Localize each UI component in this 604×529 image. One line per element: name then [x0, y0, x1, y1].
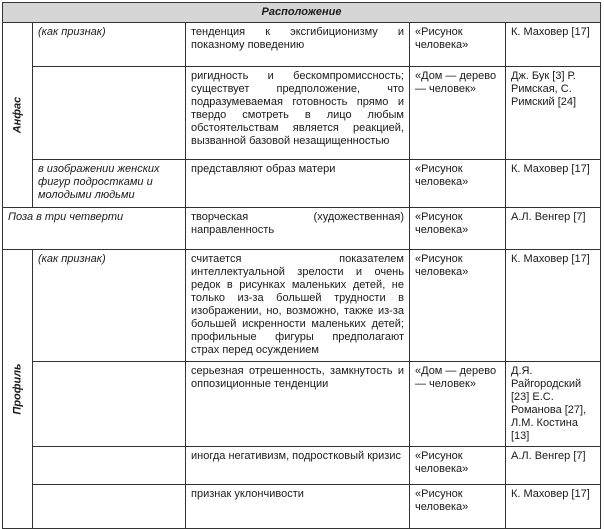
condition-cell: в изображении женских фигур подростками и молодыми людьми — [33, 160, 186, 208]
group-cell-anfas — [3, 23, 33, 208]
table-row — [3, 160, 601, 208]
group-label-anfas: Анфас — [11, 96, 23, 134]
condition-cell — [33, 67, 186, 160]
header-row — [3, 3, 601, 23]
table-row — [3, 23, 601, 67]
test-cell: «Рисунок человека» — [410, 160, 506, 208]
author-cell: А.Л. Венгер [7] — [506, 447, 601, 485]
description-cell: ригидность и бескомпромиссность; существует предположение, что подразумеваемая готовность прямо и твердо смотреть в лицо любым обстоятельствам является реакцией, вызванной базовой незащищенностью — [186, 67, 410, 160]
table-header: Расположение — [3, 3, 601, 23]
author-cell: А.Л. Венгер [7] — [506, 208, 601, 250]
position-table — [2, 2, 601, 529]
test-cell: «Дом — дерево — человек» — [410, 362, 506, 447]
test-cell: «Рисунок человека» — [410, 23, 506, 67]
condition-cell — [33, 485, 186, 529]
test-cell: «Рисунок человека» — [410, 485, 506, 529]
author-cell: Дж. Бук [3] Р. Римская, С. Римский [24] — [506, 67, 601, 160]
condition-cell: (как признак) — [33, 250, 186, 362]
description-cell: творческая (художественная) направленность — [186, 208, 410, 250]
condition-cell — [33, 362, 186, 447]
table-row — [3, 208, 601, 250]
author-cell: К. Маховер [17] — [506, 485, 601, 529]
condition-cell: (как признак) — [33, 23, 186, 67]
table-row — [3, 447, 601, 485]
table-row — [3, 250, 601, 362]
table-row — [3, 362, 601, 447]
table-row — [3, 67, 601, 160]
group-cell-profil — [3, 250, 33, 529]
test-cell: «Рисунок человека» — [410, 208, 506, 250]
description-cell: считается показателем интеллектуальной зрелости и очень редок в рисунках маленьких детей, не только из-за большей трудности в изображении, но, возможно, также из-за большей искренности маленьких детей; профильные фигуры предполагают страх перед осуждением — [186, 250, 410, 362]
description-cell: признак уклончивости — [186, 485, 410, 529]
author-cell: К. Маховер [17] — [506, 23, 601, 67]
author-cell: Д.Я. Райгородский [23] Е.С. Романова [27], Л.М. Костина [13] — [506, 362, 601, 447]
description-cell: представляют образ матери — [186, 160, 410, 208]
description-cell: тенденция к эксгибиционизму и показному поведению — [186, 23, 410, 67]
test-cell: «Дом — дерево — человек» — [410, 67, 506, 160]
condition-cell: Поза в три четверти — [3, 208, 186, 250]
condition-cell — [33, 447, 186, 485]
table-row — [3, 485, 601, 529]
description-cell: иногда негативизм, подростковый кризис — [186, 447, 410, 485]
description-cell: серьезная отрешенность, замкнутость и оппозиционные тенденции — [186, 362, 410, 447]
author-cell: К. Маховер [17] — [506, 160, 601, 208]
test-cell: «Рисунок человека» — [410, 447, 506, 485]
group-label-profil: Профиль — [11, 363, 23, 415]
author-cell: К. Маховер [17] — [506, 250, 601, 362]
test-cell: «Рисунок человека» — [410, 250, 506, 362]
